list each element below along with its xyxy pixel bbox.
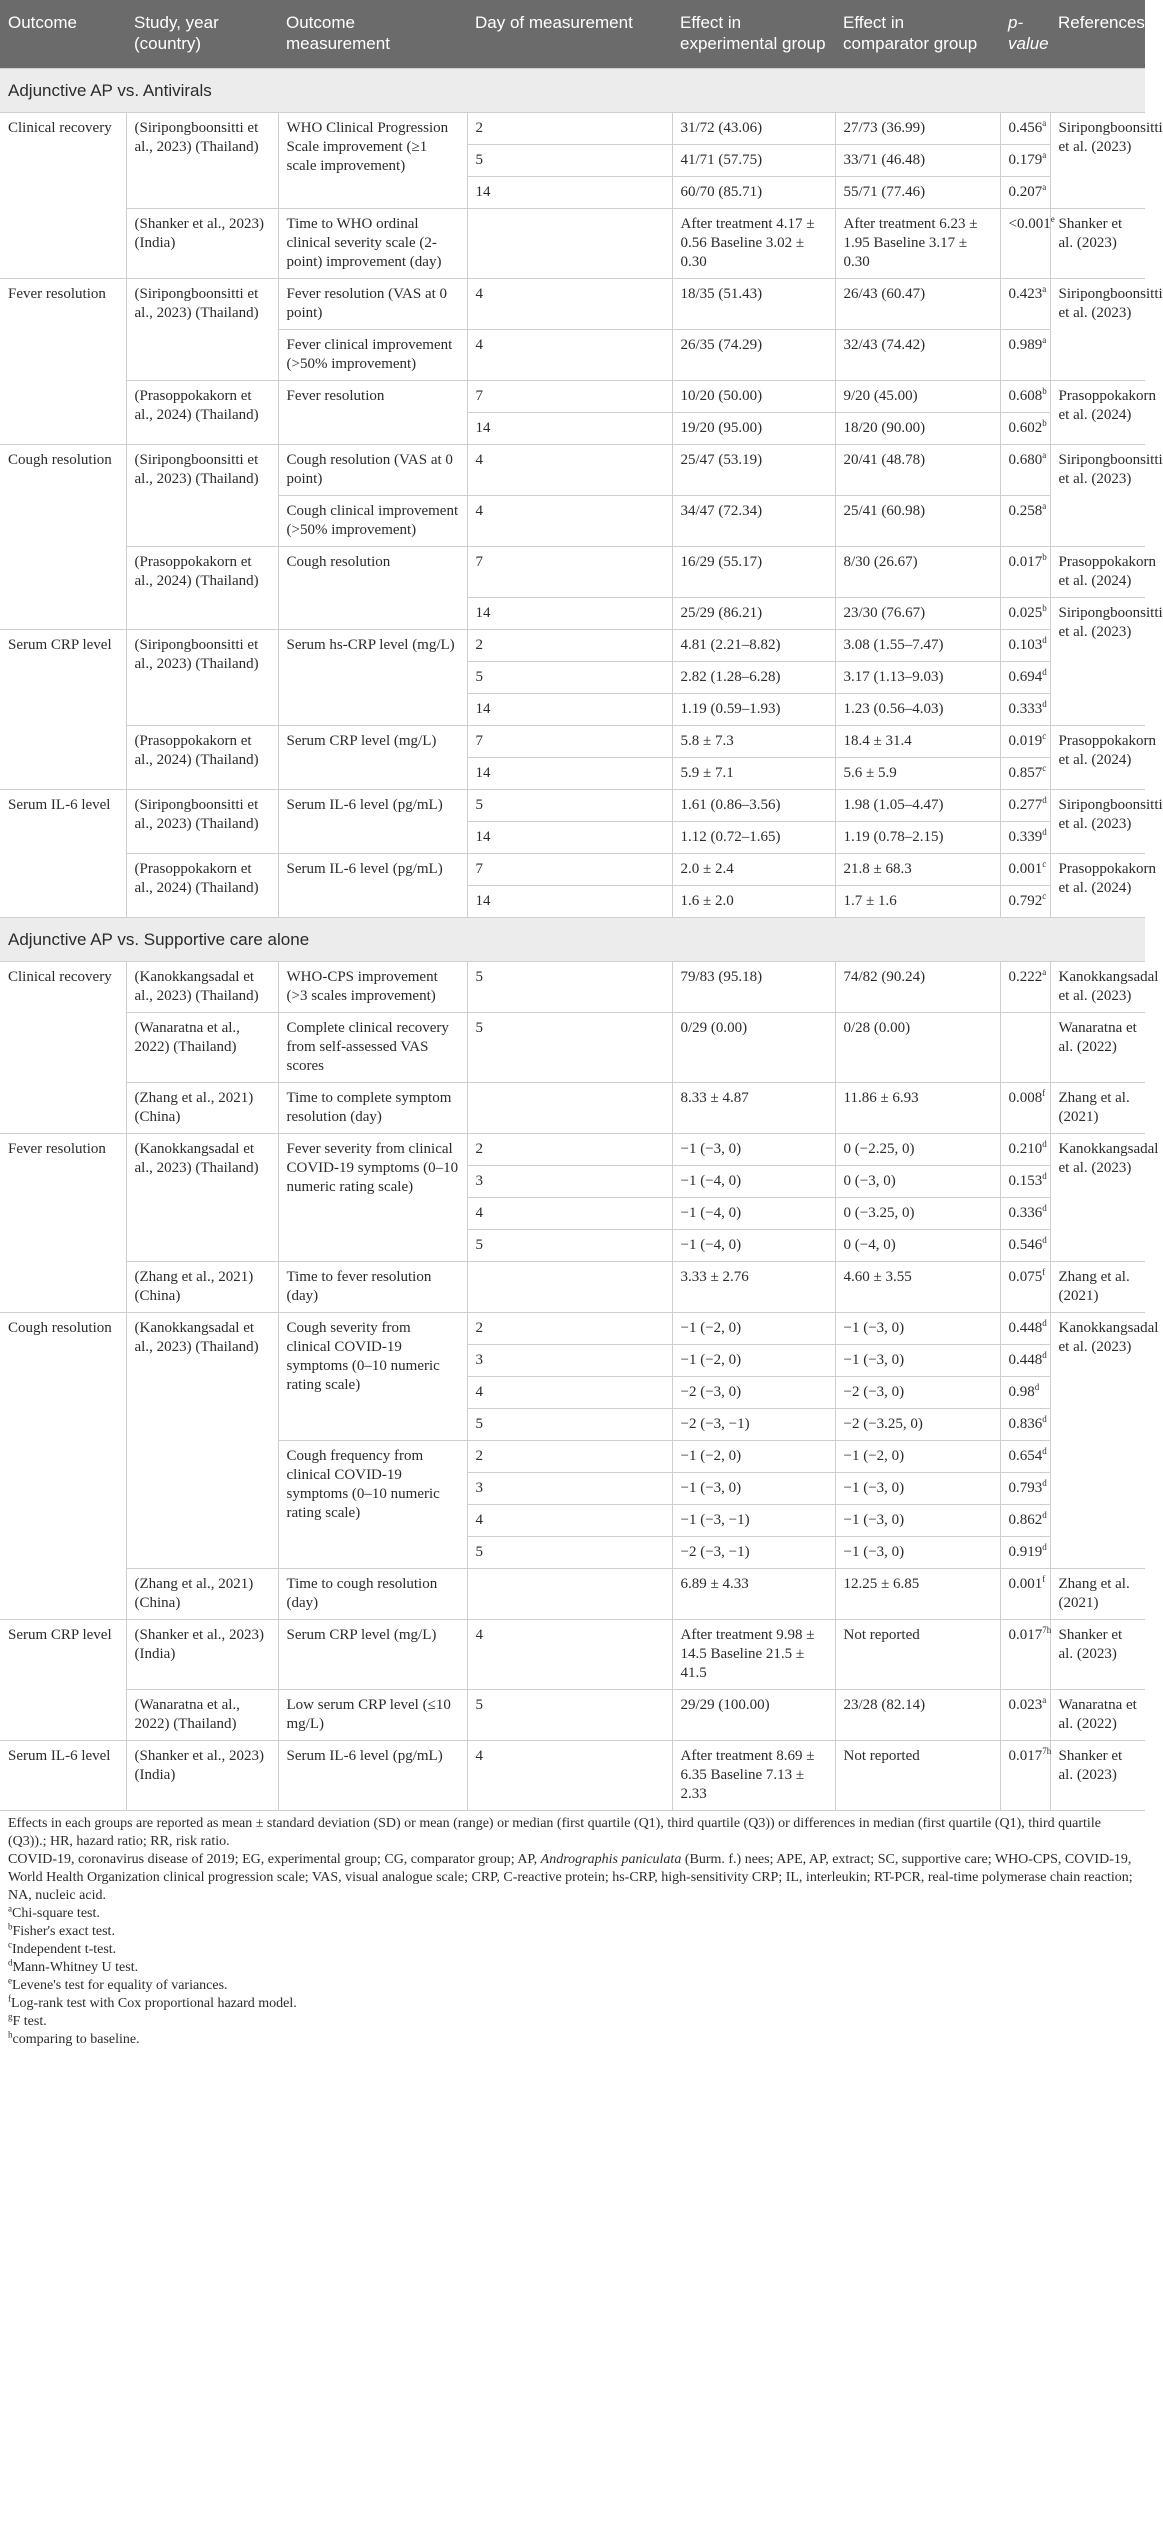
pvalue-cell: 0.336$^d$ — [1000, 1198, 1050, 1230]
col-outcome: Outcome — [0, 0, 126, 69]
comp-cell: 33/71 (46.48) — [835, 145, 1000, 177]
comp-cell: −2 (−3.25, 0) — [835, 1409, 1000, 1441]
day-cell: 3 — [467, 1345, 672, 1377]
comp-cell: 74/82 (90.24) — [835, 962, 1000, 1013]
day-cell: 5 — [467, 1013, 672, 1083]
col-comparator: Effect in comparator group — [835, 0, 1000, 69]
exp-cell: −2 (−3, −1) — [672, 1537, 835, 1569]
ref-cell: Zhang et al. (2021) — [1050, 1569, 1145, 1620]
day-cell: 2 — [467, 630, 672, 662]
study-cell: (Siripongboonsitti et al., 2023) (Thailand) — [126, 445, 278, 547]
table-row — [0, 1013, 1145, 1083]
day-cell: 4 — [467, 1198, 672, 1230]
comp-cell: 20/41 (48.78) — [835, 445, 1000, 496]
outcome-cell: Serum IL-6 level — [0, 1741, 126, 1811]
table-row — [0, 1569, 1145, 1620]
measurement-cell: Fever clinical improvement (>50% improvement) — [278, 330, 467, 381]
comp-cell: 18/20 (90.00) — [835, 413, 1000, 445]
exp-cell: −2 (−3, −1) — [672, 1409, 835, 1441]
day-cell: 4 — [467, 1505, 672, 1537]
exp-cell: −1 (−4, 0) — [672, 1166, 835, 1198]
ref-cell: Wanaratna et al. (2022) — [1050, 1690, 1145, 1741]
measurement-cell: Serum IL-6 level (pg/mL) — [278, 854, 467, 918]
comp-cell: 0 (−4, 0) — [835, 1230, 1000, 1262]
table-row — [0, 113, 1145, 145]
study-cell: (Shanker et al., 2023) (India) — [126, 209, 278, 279]
measurement-cell: Serum IL-6 level (pg/mL) — [278, 790, 467, 854]
day-cell: 5 — [467, 962, 672, 1013]
day-cell — [467, 1569, 672, 1620]
ref-cell: Siripongboonsitti et al. (2023) — [1050, 113, 1145, 209]
exp-cell: 25/47 (53.19) — [672, 445, 835, 496]
day-cell: 5 — [467, 662, 672, 694]
pvalue-cell: 0.654$^d$ — [1000, 1441, 1050, 1473]
measurement-cell: Cough severity from clinical COVID-19 symptoms (0–10 numeric rating scale) — [278, 1313, 467, 1441]
comp-cell: 12.25 ± 6.85 — [835, 1569, 1000, 1620]
outcome-cell: Clinical recovery — [0, 113, 126, 279]
exp-cell: 34/47 (72.34) — [672, 496, 835, 547]
pvalue-cell: 0.153$^d$ — [1000, 1166, 1050, 1198]
footnote-effects: Effects in each groups are reported as mean ± standard deviation (SD) or mean (range) or median (first quartile (Q1), third quartile (Q3)) or differences in median (first quartile (Q1), third quartile (Q3)).; HR, hazard ratio; RR, risk ratio. — [8, 1816, 1101, 1849]
day-cell: 2 — [467, 1313, 672, 1345]
table-row — [0, 726, 1145, 758]
study-cell: (Zhang et al., 2021) (China) — [126, 1569, 278, 1620]
exp-cell: After treatment 4.17 ± 0.56 Baseline 3.02 ± 0.30 — [672, 209, 835, 279]
exp-cell: 1.12 (0.72–1.65) — [672, 822, 835, 854]
table-row — [0, 1262, 1145, 1313]
study-cell: (Prasoppokakorn et al., 2024) (Thailand) — [126, 381, 278, 445]
comp-cell: After treatment 6.23 ± 1.95 Baseline 3.17 ± 0.30 — [835, 209, 1000, 279]
pvalue-cell: 0.001$^f$ — [1000, 1569, 1050, 1620]
exp-cell: 60/70 (85.71) — [672, 177, 835, 209]
comp-cell: 9/20 (45.00) — [835, 381, 1000, 413]
table-row — [0, 279, 1145, 330]
study-cell: (Siripongboonsitti et al., 2023) (Thailand) — [126, 630, 278, 726]
comp-cell: Not reported — [835, 1620, 1000, 1690]
comp-cell: 11.86 ± 6.93 — [835, 1083, 1000, 1134]
table-row — [0, 790, 1145, 822]
study-cell: (Zhang et al., 2021) (China) — [126, 1083, 278, 1134]
pvalue-cell: $0.017^{7h}$ — [1000, 1741, 1050, 1811]
table-row — [0, 1313, 1145, 1345]
pvalue-cell: 0.919$^d$ — [1000, 1537, 1050, 1569]
exp-cell: 2.0 ± 2.4 — [672, 854, 835, 886]
exp-cell: 5.9 ± 7.1 — [672, 758, 835, 790]
day-cell: 7 — [467, 854, 672, 886]
comp-cell: 1.23 (0.56–4.03) — [835, 694, 1000, 726]
ref-cell: Kanokkangsadal et al. (2023) — [1050, 962, 1145, 1013]
ref-cell: Zhang et al. (2021) — [1050, 1262, 1145, 1313]
study-cell: (Wanaratna et al., 2022) (Thailand) — [126, 1690, 278, 1741]
comp-cell: 8/30 (26.67) — [835, 547, 1000, 598]
exp-cell: 26/35 (74.29) — [672, 330, 835, 381]
ref-cell: Kanokkangsadal et al. (2023) — [1050, 1134, 1145, 1262]
footnote-d: $^d$Mann-Whitney U test. — [8, 1957, 139, 1975]
measurement-cell: Low serum CRP level (≤10 mg/L) — [278, 1690, 467, 1741]
measurement-cell: Time to fever resolution (day) — [278, 1262, 467, 1313]
comp-cell: Not reported — [835, 1741, 1000, 1811]
day-cell: 3 — [467, 1166, 672, 1198]
pvalue-cell: 0.075$^f$ — [1000, 1262, 1050, 1313]
table-row — [0, 962, 1145, 1013]
study-cell: (Prasoppokakorn et al., 2024) (Thailand) — [126, 726, 278, 790]
study-cell: (Prasoppokakorn et al., 2024) (Thailand) — [126, 854, 278, 918]
exp-cell: 25/29 (86.21) — [672, 598, 835, 630]
outcome-cell: Fever resolution — [0, 279, 126, 445]
ref-cell: Prasoppokakorn et al. (2024) — [1050, 381, 1145, 445]
day-cell: 14 — [467, 886, 672, 918]
pvalue-cell: 0.989$^a$ — [1000, 330, 1050, 381]
pvalue-cell: 0.103$^d$ — [1000, 630, 1050, 662]
day-cell: 4 — [467, 279, 672, 330]
study-cell: (Prasoppokakorn et al., 2024) (Thailand) — [126, 547, 278, 630]
day-cell: 4 — [467, 496, 672, 547]
pvalue-cell: 0.023$^a$ — [1000, 1690, 1050, 1741]
measurement-cell: Fever resolution (VAS at 0 point) — [278, 279, 467, 330]
footnote-abbreviations: COVID-19, coronavirus disease of 2019; EG, experimental group; CG, comparator group; AP, Andrographis paniculata (Burm. f.) nees; APE, AP, extract; SC, supportive care; WHO-CPS, COVID-19, World Health Organization clinical progression scale; VAS, visual analogue scale; CRP, C-reactive protein; hs-CRP, high-sensitivity CRP; IL, interleukin; RT-PCR, real-time polymerase chain reaction; NA, nucleic acid. — [8, 1852, 1133, 1903]
measurement-cell: Cough resolution — [278, 547, 467, 630]
comp-cell: 21.8 ± 68.3 — [835, 854, 1000, 886]
comp-cell: 25/41 (60.98) — [835, 496, 1000, 547]
footnote-h: $^h$comparing to baseline. — [8, 2029, 140, 2047]
pvalue-cell: 0.222$^a$ — [1000, 962, 1050, 1013]
table-row — [0, 1083, 1145, 1134]
measurement-cell: Time to WHO ordinal clinical severity scale (2-point) improvement (day) — [278, 209, 467, 279]
outcome-cell: Fever resolution — [0, 1134, 126, 1313]
study-cell: (Siripongboonsitti et al., 2023) (Thailand) — [126, 790, 278, 854]
measurement-cell: Fever resolution — [278, 381, 467, 445]
pvalue-cell: 0.019$^c$ — [1000, 726, 1050, 758]
footnote-g: $^g$F test. — [8, 2011, 47, 2029]
footnote-c: $^c$Independent t-test. — [8, 1939, 117, 1957]
measurement-cell: Time to cough resolution (day) — [278, 1569, 467, 1620]
pvalue-cell: 0.423$^a$ — [1000, 279, 1050, 330]
exp-cell: 3.33 ± 2.76 — [672, 1262, 835, 1313]
table-row — [0, 1620, 1145, 1690]
measurement-cell: Cough frequency from clinical COVID-19 symptoms (0–10 numeric rating scale) — [278, 1441, 467, 1569]
section-title: Adjunctive AP vs. Supportive care alone — [0, 918, 1145, 962]
ref-cell: Siripongboonsitti et al. (2023) — [1050, 598, 1145, 726]
day-cell: 2 — [467, 113, 672, 145]
outcome-cell: Serum IL-6 level — [0, 790, 126, 918]
pvalue-cell: 0.792$^c$ — [1000, 886, 1050, 918]
ref-cell: Prasoppokakorn et al. (2024) — [1050, 547, 1145, 598]
measurement-cell: Fever severity from clinical COVID-19 symptoms (0–10 numeric rating scale) — [278, 1134, 467, 1262]
exp-cell: 18/35 (51.43) — [672, 279, 835, 330]
study-cell: (Kanokkangsadal et al., 2023) (Thailand) — [126, 1313, 278, 1569]
comp-cell: 0 (−2.25, 0) — [835, 1134, 1000, 1166]
pvalue-cell: 0.694$^d$ — [1000, 662, 1050, 694]
day-cell — [467, 1262, 672, 1313]
measurement-cell: Cough resolution (VAS at 0 point) — [278, 445, 467, 496]
day-cell: 4 — [467, 1741, 672, 1811]
section-row — [0, 69, 1145, 113]
ref-cell: Kanokkangsadal et al. (2023) — [1050, 1313, 1145, 1569]
study-cell: (Wanaratna et al., 2022) (Thailand) — [126, 1013, 278, 1083]
pvalue-cell: 0.602$^b$ — [1000, 413, 1050, 445]
ref-cell: Shanker et al. (2023) — [1050, 1620, 1145, 1690]
exp-cell: 1.6 ± 2.0 — [672, 886, 835, 918]
pvalue-cell: <0.001$^e$ — [1000, 209, 1050, 279]
day-cell: 7 — [467, 547, 672, 598]
day-cell: 5 — [467, 1690, 672, 1741]
exp-cell: −1 (−2, 0) — [672, 1313, 835, 1345]
table-footnotes — [0, 1810, 1145, 2049]
day-cell: 14 — [467, 413, 672, 445]
exp-cell: 4.81 (2.21–8.82) — [672, 630, 835, 662]
exp-cell: 10/20 (50.00) — [672, 381, 835, 413]
footnote-a: $^a$Chi-square test. — [8, 1903, 100, 1921]
ref-cell: Siripongboonsitti et al. (2023) — [1050, 445, 1145, 547]
comp-cell: −1 (−3, 0) — [835, 1505, 1000, 1537]
pvalue-cell: 0.017$^b$ — [1000, 547, 1050, 598]
exp-cell: −1 (−3, −1) — [672, 1505, 835, 1537]
comp-cell: 3.17 (1.13–9.03) — [835, 662, 1000, 694]
pvalue-cell: 0.456$^a$ — [1000, 113, 1050, 145]
table-row — [0, 1134, 1145, 1166]
col-pvalue: p-value — [1000, 0, 1050, 69]
ref-cell: Shanker et al. (2023) — [1050, 209, 1145, 279]
exp-cell: −1 (−2, 0) — [672, 1345, 835, 1377]
exp-cell: −1 (−3, 0) — [672, 1134, 835, 1166]
exp-cell: −1 (−3, 0) — [672, 1473, 835, 1505]
col-day: Day of measurement — [467, 0, 672, 69]
comp-cell: −1 (−3, 0) — [835, 1345, 1000, 1377]
outcome-cell: Cough resolution — [0, 445, 126, 630]
pvalue-cell: 0.862$^d$ — [1000, 1505, 1050, 1537]
col-study: Study, year (country) — [126, 0, 278, 69]
exp-cell: 5.8 ± 7.3 — [672, 726, 835, 758]
comp-cell: −1 (−3, 0) — [835, 1473, 1000, 1505]
day-cell: 5 — [467, 1537, 672, 1569]
header-row — [0, 0, 1145, 69]
pvalue-cell — [1000, 1013, 1050, 1083]
exp-cell: 0/29 (0.00) — [672, 1013, 835, 1083]
pvalue-cell: 0.546$^d$ — [1000, 1230, 1050, 1262]
ref-cell: Zhang et al. (2021) — [1050, 1083, 1145, 1134]
table-row — [0, 630, 1145, 662]
day-cell: 2 — [467, 1441, 672, 1473]
day-cell: 5 — [467, 1230, 672, 1262]
measurement-cell: WHO-CPS improvement (>3 scales improvement) — [278, 962, 467, 1013]
pvalue-cell: 0.448$^d$ — [1000, 1345, 1050, 1377]
pvalue-cell: 0.008$^f$ — [1000, 1083, 1050, 1134]
footnote-e: $^e$Levene's test for equality of variances. — [8, 1975, 228, 1993]
table-row — [0, 547, 1145, 598]
study-cell: (Shanker et al., 2023) (India) — [126, 1741, 278, 1811]
footnote-b: $^b$Fisher's exact test. — [8, 1921, 115, 1939]
col-references: References — [1050, 0, 1145, 69]
ref-cell: Prasoppokakorn et al. (2024) — [1050, 854, 1145, 918]
study-cell: (Siripongboonsitti et al., 2023) (Thailand) — [126, 113, 278, 209]
pvalue-cell: 0.277$^d$ — [1000, 790, 1050, 822]
exp-cell: 6.89 ± 4.33 — [672, 1569, 835, 1620]
day-cell: 5 — [467, 145, 672, 177]
outcome-cell: Serum CRP level — [0, 1620, 126, 1741]
exp-cell: 31/72 (43.06) — [672, 113, 835, 145]
exp-cell: 16/29 (55.17) — [672, 547, 835, 598]
exp-cell: 1.19 (0.59–1.93) — [672, 694, 835, 726]
comp-cell: 1.98 (1.05–4.47) — [835, 790, 1000, 822]
comp-cell: 26/43 (60.47) — [835, 279, 1000, 330]
pvalue-cell: 0.680$^a$ — [1000, 445, 1050, 496]
comp-cell: −2 (−3, 0) — [835, 1377, 1000, 1409]
comp-cell: 18.4 ± 31.4 — [835, 726, 1000, 758]
pvalue-cell: 0.210$^d$ — [1000, 1134, 1050, 1166]
pvalue-cell: 0.179$^a$ — [1000, 145, 1050, 177]
study-cell: (Zhang et al., 2021) (China) — [126, 1262, 278, 1313]
day-cell: 2 — [467, 1134, 672, 1166]
exp-cell: 8.33 ± 4.87 — [672, 1083, 835, 1134]
pvalue-cell: 0.793$^d$ — [1000, 1473, 1050, 1505]
pvalue-cell: 0.207$^a$ — [1000, 177, 1050, 209]
pvalue-cell: 0.836$^d$ — [1000, 1409, 1050, 1441]
measurement-cell: Time to complete symptom resolution (day) — [278, 1083, 467, 1134]
ref-cell: Wanaratna et al. (2022) — [1050, 1013, 1145, 1083]
day-cell: 14 — [467, 598, 672, 630]
comp-cell: 55/71 (77.46) — [835, 177, 1000, 209]
pvalue-cell: 0.025$^b$ — [1000, 598, 1050, 630]
day-cell: 4 — [467, 1620, 672, 1690]
day-cell: 4 — [467, 1377, 672, 1409]
table-row — [0, 445, 1145, 496]
day-cell: 14 — [467, 822, 672, 854]
study-cell: (Kanokkangsadal et al., 2023) (Thailand) — [126, 962, 278, 1013]
comp-cell: 0/28 (0.00) — [835, 1013, 1000, 1083]
exp-cell: 2.82 (1.28–6.28) — [672, 662, 835, 694]
pvalue-cell: 0.333$^d$ — [1000, 694, 1050, 726]
col-experimental: Effect in experimental group — [672, 0, 835, 69]
comp-cell: 23/30 (76.67) — [835, 598, 1000, 630]
table-row — [0, 381, 1145, 413]
ref-cell: Siripongboonsitti et al. (2023) — [1050, 790, 1145, 854]
exp-cell: −1 (−4, 0) — [672, 1230, 835, 1262]
day-cell: 5 — [467, 790, 672, 822]
pvalue-cell: 0.001$^c$ — [1000, 854, 1050, 886]
day-cell: 14 — [467, 694, 672, 726]
day-cell: 4 — [467, 445, 672, 496]
comp-cell: 4.60 ± 3.55 — [835, 1262, 1000, 1313]
measurement-cell: Serum IL-6 level (pg/mL) — [278, 1741, 467, 1811]
study-cell: (Kanokkangsadal et al., 2023) (Thailand) — [126, 1134, 278, 1262]
comp-cell: −1 (−2, 0) — [835, 1441, 1000, 1473]
outcome-cell: Cough resolution — [0, 1313, 126, 1620]
section-title: Adjunctive AP vs. Antivirals — [0, 69, 1145, 113]
study-cell: (Shanker et al., 2023) (India) — [126, 1620, 278, 1690]
comp-cell: 32/43 (74.42) — [835, 330, 1000, 381]
comp-cell: 27/73 (36.99) — [835, 113, 1000, 145]
exp-cell: 79/83 (95.18) — [672, 962, 835, 1013]
comp-cell: 23/28 (82.14) — [835, 1690, 1000, 1741]
pvalue-cell: 0.448$^d$ — [1000, 1313, 1050, 1345]
pvalue-cell: 0.339$^d$ — [1000, 822, 1050, 854]
measurement-cell: Serum hs-CRP level (mg/L) — [278, 630, 467, 726]
ref-cell: Siripongboonsitti et al. (2023) — [1050, 279, 1145, 381]
comp-cell: 3.08 (1.55–7.47) — [835, 630, 1000, 662]
measurement-cell: Serum CRP level (mg/L) — [278, 726, 467, 790]
ref-cell: Prasoppokakorn et al. (2024) — [1050, 726, 1145, 790]
ref-cell: Shanker et al. (2023) — [1050, 1741, 1145, 1811]
comp-cell: 5.6 ± 5.9 — [835, 758, 1000, 790]
day-cell — [467, 1083, 672, 1134]
comp-cell: 1.7 ± 1.6 — [835, 886, 1000, 918]
day-cell: 4 — [467, 330, 672, 381]
day-cell: 14 — [467, 177, 672, 209]
pvalue-cell: 0.857$^c$ — [1000, 758, 1050, 790]
measurement-cell: WHO Clinical Progression Scale improvement (≥1 scale improvement) — [278, 113, 467, 209]
comp-cell: 0 (−3.25, 0) — [835, 1198, 1000, 1230]
pvalue-cell: 0.98$^d$ — [1000, 1377, 1050, 1409]
exp-cell: After treatment 8.69 ± 6.35 Baseline 7.13 ± 2.33 — [672, 1741, 835, 1811]
day-cell: 14 — [467, 758, 672, 790]
exp-cell: −1 (−2, 0) — [672, 1441, 835, 1473]
col-measurement: Outcome measurement — [278, 0, 467, 69]
exp-cell: −1 (−4, 0) — [672, 1198, 835, 1230]
comp-cell: 0 (−3, 0) — [835, 1166, 1000, 1198]
section-row — [0, 918, 1145, 962]
outcome-cell: Serum CRP level — [0, 630, 126, 790]
day-cell: 3 — [467, 1473, 672, 1505]
pvalue-cell: $0.017^{7h}$ — [1000, 1620, 1050, 1690]
outcome-cell: Clinical recovery — [0, 962, 126, 1134]
exp-cell: −2 (−3, 0) — [672, 1377, 835, 1409]
day-cell: 7 — [467, 726, 672, 758]
exp-cell: 1.61 (0.86–3.56) — [672, 790, 835, 822]
day-cell: 7 — [467, 381, 672, 413]
pvalue-cell: 0.608$^b$ — [1000, 381, 1050, 413]
comp-cell: −1 (−3, 0) — [835, 1537, 1000, 1569]
pvalue-cell: 0.258$^a$ — [1000, 496, 1050, 547]
comp-cell: 1.19 (0.78–2.15) — [835, 822, 1000, 854]
footnote-f: $^f$Log-rank test with Cox proportional hazard model. — [8, 1993, 297, 2011]
measurement-cell: Serum CRP level (mg/L) — [278, 1620, 467, 1690]
comp-cell: −1 (−3, 0) — [835, 1313, 1000, 1345]
exp-cell: 41/71 (57.75) — [672, 145, 835, 177]
measurement-cell: Complete clinical recovery from self-assessed VAS scores — [278, 1013, 467, 1083]
exp-cell: 29/29 (100.00) — [672, 1690, 835, 1741]
measurement-cell: Cough clinical improvement (>50% improvement) — [278, 496, 467, 547]
table-row — [0, 1741, 1145, 1811]
study-cell: (Siripongboonsitti et al., 2023) (Thailand) — [126, 279, 278, 381]
day-cell: 5 — [467, 1409, 672, 1441]
day-cell — [467, 209, 672, 279]
table-row — [0, 209, 1145, 279]
table-row — [0, 1690, 1145, 1741]
table-row — [0, 854, 1145, 886]
exp-cell: After treatment 9.98 ± 14.5 Baseline 21.5 ± 41.5 — [672, 1620, 835, 1690]
exp-cell: 19/20 (95.00) — [672, 413, 835, 445]
